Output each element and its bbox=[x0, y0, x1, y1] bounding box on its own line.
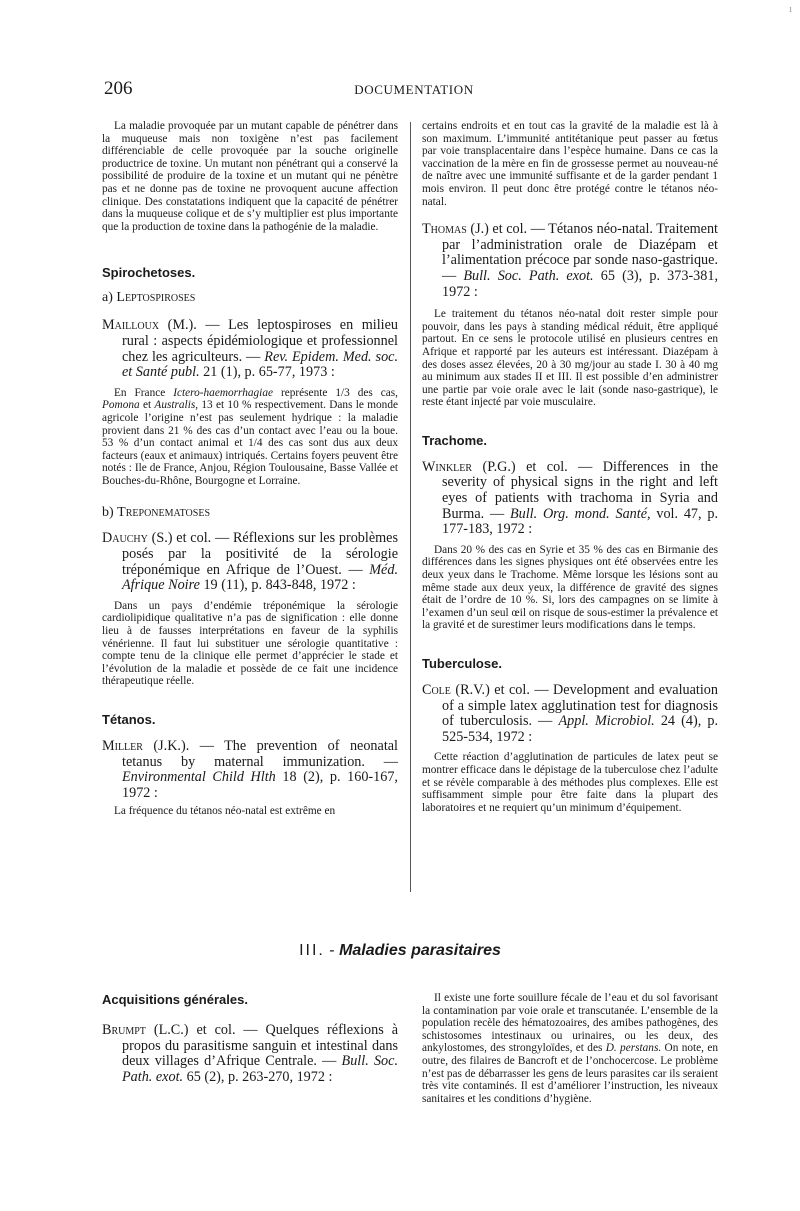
section-tetanos: Tétanos. bbox=[102, 712, 156, 727]
running-title: DOCUMENTATION bbox=[354, 82, 474, 97]
left-column bbox=[102, 120, 398, 818]
abstract-winkler: Dans 20 % des cas en Syrie et 35 % des cas en Birmanie des différences dans les signes physiques ont été observées entre les deux yeux dans le Trachome. Même lorsque les lésions sont au même stade aux deux yeux, la différence de gravité des signes était de l’ordre de 10 %. Si, lors des campagnes on se limite à l’examen d’un seul œil on risque de sous-estimer la prévalence et la gravité et de surestimer leurs modifications dans le temps. bbox=[422, 543, 718, 632]
reference-miller: Miller (J.K.). — The prevention of neonatal tetanus by maternal immunization. — Environmental Child Hlth 18 (2), p. 160-167, 1972 : bbox=[102, 738, 398, 801]
reference-cole: Cole (R.V.) et col. — Development and evaluation of a simple latex agglutination test for diagnosis of tuberculosis. — Appl. Microbiol. 24 (4), p. 525-534, 1972 : bbox=[422, 682, 718, 745]
reference-winkler: Winkler (P.G.) et col. — Differences in the severity of physical signs in the right and left eyes of patients with trachoma in Syria and Burma. — Bull. Org. mond. Santé, vol. 47, p. 177-183, 1972 : bbox=[422, 458, 718, 538]
part-heading: III. - Maladies parasitaires bbox=[299, 942, 501, 959]
abstract-miller: La fréquence du tétanos néo-natal est extrême en bbox=[114, 805, 336, 818]
margin-mark: ı bbox=[789, 4, 792, 15]
abstract-brumpt: Il existe une forte souillure fécale de l’eau et du sol favorisant la contamination par voie orale et transcutanée. L’ensemble de la population recèle des hématozoaires, des amibes pathogènes, des schistosomes intestinaux ou urinaires, ou les deux, des ankylostomes, des strongyloïdes, et des D. perstans. On note, en outre, des filaires de Bancroft et de l’onchocercose. Le problème n’est pas de débarrasser les gens de leurs parasites car ils seraient très vite contaminés. Il est d’améliorer l’instruction, les niveaux sanitaires et les conditions d’hygiène. bbox=[422, 992, 718, 1105]
abstract-miller-continued: certains endroits et en tout cas la gravité de la maladie est là à son maximum. L’immunité antitétanique peut passer au fœtus par voie transplacentaire dans l’espèce humaine. Dans ce cas la vaccination de la mère en fin de grossesse permet au nouveau-né de naître avec une immunité suffisante et de la garder pendant 1 mois environ. Il peut donc être protégé contre le tétanos néo-natal. bbox=[422, 120, 718, 208]
abstract-cole: Cette réaction d’agglutination de particules de latex peut se montrer efficace dans le dépistage de la tuberculose chez l’adulte et se révèle comparable à des méthodes plus complexes. Elle est suffisamment simple pour être faite dans la plupart des laboratoires et ne requiert qu’un minimum d’équipement. bbox=[422, 751, 718, 814]
section-spirochetoses: Spirochetoses. bbox=[102, 265, 196, 281]
section-tuberculose: Tuberculose. bbox=[422, 656, 502, 671]
page-number: 206 bbox=[104, 78, 133, 99]
abstract-thomas: Le traitement du tétanos néo-natal doit rester simple pour pouvoir, dans les pays à standing médical réduit, être appliqué partout. En ce sens le protocole utilisé en plusieurs centres en Afrique et rapporté par les auteurs est intéressant. Diazépam à des doses assez élevées, 20 à 30 mg/jour au stade I. 30 à 40 mg au minimum aux stades II et III. Il est possible d’en administrer une partie par voie orale avec le lait (sonde naso-gastrique), le reste étant injecté par voie musculaire. bbox=[422, 308, 718, 409]
subsection-treponematoses: b) Treponematoses bbox=[102, 505, 211, 521]
bottom-right-column bbox=[422, 992, 718, 1105]
abstract-dauchy: Dans un pays d’endémie tréponémique la sérologie cardiolipidique qualitative n’a pas de signification : elle donne lieu à de fausses interprétations en faveur de la syphilis vénérienne. Il faut lui substituer une sérologie quantitative : compte tenu de la clinique elle permet d’apprécier le stade et l’évolution de la maladie et possède de ce fait une incidence thérapeutique réelle. bbox=[102, 599, 398, 688]
reference-dauchy: Dauchy (S.) et col. — Réflexions sur les problèmes posés par la positivité de la sérologie tréponémique en Afrique de l’Ouest. — Méd. Afrique Noire 19 (11), p. 843-848, 1972 : bbox=[102, 530, 398, 594]
subsection-leptospiroses: a) Leptospiroses bbox=[102, 290, 196, 306]
intro-abstract: La maladie provoquée par un mutant capable de pénétrer dans la muqueuse mais non toxigène n’est pas facilement différenciable de celle provoquée par la souche originelle productrice de toxine. Un mutant non pénétrant qui a conservé la possibilité de produire de la toxine et un mutant qui ne pénètre pas et ne donne pas de toxine ne provoquent aucune affection clinique. Des constatations indiquent que la capacité de pénétrer dans la muqueuse colique et de s’y multiplier est plus importante que la production de toxine dans la pathogénie de la maladie. bbox=[102, 120, 398, 233]
column-divider bbox=[410, 122, 411, 892]
section-trachome: Trachome. bbox=[422, 432, 488, 448]
right-column bbox=[422, 120, 718, 814]
abstract-mailloux: En France Ictero-haemorrhagiae représente 1/3 des cas, Pomona et Australis, 13 et 10 % respectivement. Dans le monde agricole l’origine n’est pas seulement hydrique : la maladie provient dans 21 % des cas d’un contact avec l’eau ou la boue. 53 % d’un contact animal et 1/4 des cas sont dus aux deux facteurs (eaux et animaux) intriqués. Certains foyers peuvent être notés : Ile de France, Anjou, Région Toulousaine, Basse Vallée et Bouches-du-Rhône, Bourgogne et Lorraine. bbox=[102, 386, 399, 487]
reference-brumpt: Brumpt (L.C.) et col. — Quelques réflexions à propos du parasitisme sanguin et intestinal dans deux villages d’Afrique Centrale. — Bull. Soc. Path. exot. 65 (2), p. 263-270, 1972 : bbox=[102, 1022, 398, 1085]
bottom-left-column bbox=[102, 992, 398, 1085]
page-header bbox=[104, 78, 724, 102]
reference-thomas: Thomas (J.) et col. — Tétanos néo-natal. Traitement par l’administration orale de Diazépam et l’alimentation précoce par sonde naso-gastrique. — Bull. Soc. Path. exot. 65 (3), p. 373-381, 1972 : bbox=[422, 221, 718, 300]
reference-mailloux: Mailloux (M.). — Les leptospiroses en milieu rural : aspects épidémiologique et professionnel chez les agriculteurs. — Rev. Epidem. Med. soc. et Santé publ. 21 (1), p. 65-77, 1973 : bbox=[102, 317, 399, 381]
section-acquisitions: Acquisitions générales. bbox=[102, 992, 248, 1007]
